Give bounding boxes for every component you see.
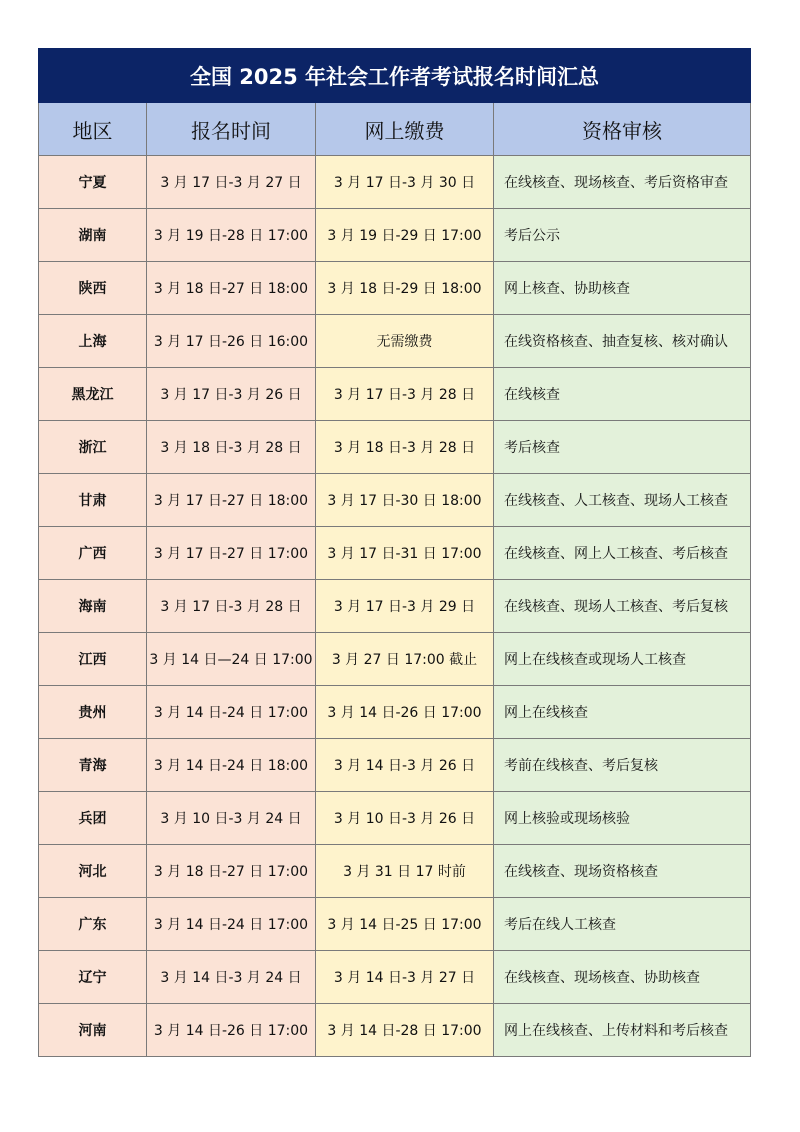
table-row: [39, 792, 751, 845]
cell-qualification-review: 在线资格核查、抽查复核、核对确认: [494, 315, 751, 368]
cell-qualification-review: 考后公示: [494, 209, 751, 262]
cell-online-payment: 3 月 19 日-29 日 17:00: [316, 209, 494, 262]
cell-region: 辽宁: [39, 951, 147, 1004]
table-body: [39, 156, 751, 1057]
table-row: [39, 474, 751, 527]
table-title: 全国 2025 年社会工作者考试报名时间汇总: [39, 49, 751, 103]
table-row: [39, 368, 751, 421]
cell-qualification-review: 在线核查: [494, 368, 751, 421]
cell-qualification-review: 网上核查、协助核查: [494, 262, 751, 315]
cell-registration-time: 3 月 19 日-28 日 17:00: [147, 209, 316, 262]
table-row: [39, 633, 751, 686]
cell-qualification-review: 网上核验或现场核验: [494, 792, 751, 845]
cell-region: 贵州: [39, 686, 147, 739]
cell-qualification-review: 在线核查、人工核查、现场人工核查: [494, 474, 751, 527]
cell-region: 广西: [39, 527, 147, 580]
cell-registration-time: 3 月 14 日-3 月 24 日: [147, 951, 316, 1004]
table-row: [39, 527, 751, 580]
title-row: [39, 49, 751, 103]
cell-online-payment: 3 月 14 日-3 月 26 日: [316, 739, 494, 792]
cell-region: 青海: [39, 739, 147, 792]
cell-online-payment: 3 月 14 日-28 日 17:00: [316, 1004, 494, 1057]
cell-region: 浙江: [39, 421, 147, 474]
cell-region: 上海: [39, 315, 147, 368]
cell-qualification-review: 在线核查、现场人工核查、考后复核: [494, 580, 751, 633]
cell-online-payment: 3 月 14 日-3 月 27 日: [316, 951, 494, 1004]
cell-qualification-review: 在线核查、现场核查、考后资格审查: [494, 156, 751, 209]
cell-region: 甘肃: [39, 474, 147, 527]
table-row: [39, 845, 751, 898]
cell-qualification-review: 在线核查、网上人工核查、考后核查: [494, 527, 751, 580]
table-row: [39, 580, 751, 633]
cell-online-payment: 3 月 17 日-30 日 18:00: [316, 474, 494, 527]
cell-registration-time: 3 月 14 日—24 日 17:00: [147, 633, 316, 686]
cell-qualification-review: 考后在线人工核查: [494, 898, 751, 951]
table-row: [39, 262, 751, 315]
cell-online-payment: 3 月 10 日-3 月 26 日: [316, 792, 494, 845]
cell-registration-time: 3 月 17 日-3 月 27 日: [147, 156, 316, 209]
table-row: [39, 951, 751, 1004]
cell-region: 海南: [39, 580, 147, 633]
cell-online-payment: 3 月 18 日-3 月 28 日: [316, 421, 494, 474]
header-registration-time: 报名时间: [147, 103, 316, 156]
cell-region: 湖南: [39, 209, 147, 262]
cell-online-payment: 3 月 17 日-3 月 29 日: [316, 580, 494, 633]
cell-qualification-review: 在线核查、现场核查、协助核查: [494, 951, 751, 1004]
table-row: [39, 739, 751, 792]
cell-qualification-review: 考前在线核查、考后复核: [494, 739, 751, 792]
cell-online-payment: 3 月 14 日-25 日 17:00: [316, 898, 494, 951]
cell-online-payment: 3 月 17 日-31 日 17:00: [316, 527, 494, 580]
cell-registration-time: 3 月 18 日-3 月 28 日: [147, 421, 316, 474]
header-online-payment: 网上缴费: [316, 103, 494, 156]
cell-region: 兵团: [39, 792, 147, 845]
cell-registration-time: 3 月 17 日-27 日 17:00: [147, 527, 316, 580]
cell-registration-time: 3 月 17 日-27 日 18:00: [147, 474, 316, 527]
table-row: [39, 209, 751, 262]
cell-registration-time: 3 月 14 日-24 日 17:00: [147, 898, 316, 951]
cell-online-payment: 3 月 14 日-26 日 17:00: [316, 686, 494, 739]
cell-registration-time: 3 月 14 日-26 日 17:00: [147, 1004, 316, 1057]
table-row: [39, 1004, 751, 1057]
cell-region: 河北: [39, 845, 147, 898]
cell-region: 宁夏: [39, 156, 147, 209]
cell-region: 河南: [39, 1004, 147, 1057]
cell-online-payment: 3 月 17 日-3 月 30 日: [316, 156, 494, 209]
cell-online-payment: 3 月 18 日-29 日 18:00: [316, 262, 494, 315]
cell-qualification-review: 在线核查、现场资格核查: [494, 845, 751, 898]
cell-registration-time: 3 月 18 日-27 日 17:00: [147, 845, 316, 898]
cell-registration-time: 3 月 17 日-3 月 26 日: [147, 368, 316, 421]
header-row: [39, 103, 751, 156]
cell-online-payment: 无需缴费: [316, 315, 494, 368]
table-row: [39, 315, 751, 368]
cell-registration-time: 3 月 14 日-24 日 18:00: [147, 739, 316, 792]
table-row: [39, 898, 751, 951]
table-row: [39, 686, 751, 739]
registration-table: [38, 48, 751, 1057]
cell-region: 广东: [39, 898, 147, 951]
cell-registration-time: 3 月 18 日-27 日 18:00: [147, 262, 316, 315]
header-qualification-review: 资格审核: [494, 103, 751, 156]
cell-qualification-review: 网上在线核查: [494, 686, 751, 739]
table-row: [39, 421, 751, 474]
table-row: [39, 156, 751, 209]
exam-registration-sheet: [38, 48, 750, 1057]
cell-region: 黑龙江: [39, 368, 147, 421]
cell-registration-time: 3 月 17 日-3 月 28 日: [147, 580, 316, 633]
cell-region: 陕西: [39, 262, 147, 315]
cell-online-payment: 3 月 31 日 17 时前: [316, 845, 494, 898]
header-region: 地区: [39, 103, 147, 156]
cell-registration-time: 3 月 17 日-26 日 16:00: [147, 315, 316, 368]
cell-region: 江西: [39, 633, 147, 686]
cell-qualification-review: 网上在线核查或现场人工核查: [494, 633, 751, 686]
cell-online-payment: 3 月 27 日 17:00 截止: [316, 633, 494, 686]
cell-qualification-review: 考后核查: [494, 421, 751, 474]
cell-registration-time: 3 月 10 日-3 月 24 日: [147, 792, 316, 845]
cell-registration-time: 3 月 14 日-24 日 17:00: [147, 686, 316, 739]
cell-qualification-review: 网上在线核查、上传材料和考后核查: [494, 1004, 751, 1057]
cell-online-payment: 3 月 17 日-3 月 28 日: [316, 368, 494, 421]
